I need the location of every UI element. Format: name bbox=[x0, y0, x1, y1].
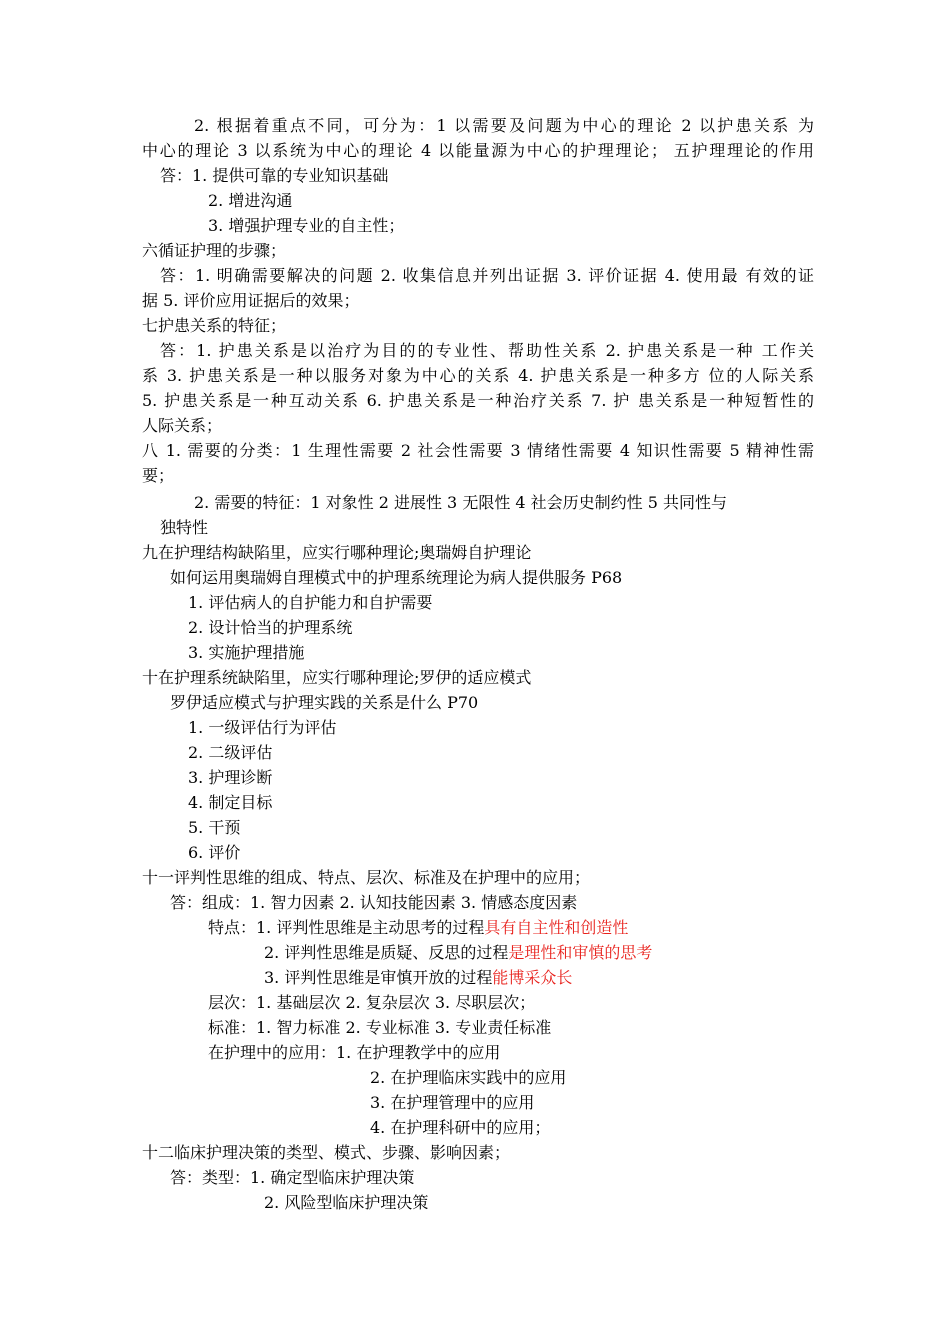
sub-question: 罗伊适应模式与护理实践的关系是什么 P70 bbox=[170, 693, 479, 712]
list-item: 6. 评价 bbox=[188, 843, 241, 862]
list-item: 1. 一级评估行为评估 bbox=[188, 718, 337, 737]
section-heading: 七护患关系的特征； bbox=[142, 316, 287, 335]
text-line: 2. 需要的特征：1 对象性 2 进展性 3 无限性 4 社会历史制约性 5 共同性与 bbox=[194, 493, 728, 512]
section-heading: 八 1. 需要的分类：1 生理性需要 2 社会性需要 3 情绪性需要 4 知识性需要 5 精神性需 bbox=[142, 441, 814, 460]
text-line: 2. 根据着重点不同，可分为：1 以需要及问题为中心的理论 2 以护患关系 为 bbox=[194, 116, 814, 135]
text-line: 答：组成：1. 智力因素 2. 认知技能因素 3. 情感态度因素 bbox=[170, 893, 578, 912]
list-item: 2. 设计恰当的护理系统 bbox=[188, 618, 353, 637]
sub-question: 如何运用奥瑞姆自理模式中的护理系统理论为病人提供服务 P68 bbox=[170, 568, 623, 587]
text-line: 据 5. 评价应用证据后的效果； bbox=[142, 291, 360, 310]
text-line: 在护理中的应用：1. 在护理教学中的应用 bbox=[208, 1043, 501, 1062]
list-item: 4. 制定目标 bbox=[188, 793, 273, 812]
text-line: 答：类型：1. 确定型临床护理决策 bbox=[170, 1168, 415, 1187]
feature-line bbox=[208, 918, 628, 938]
text-line: 中心的理论 3 以系统为中心的理论 4 以能量源为中心的护理理论； 五护理理论的作用 bbox=[142, 141, 814, 160]
list-item: 3. 增强护理专业的自主性； bbox=[208, 216, 405, 235]
list-item: 3. 护理诊断 bbox=[188, 768, 273, 787]
list-item: 2. 二级评估 bbox=[188, 743, 273, 762]
text-line: 答：1. 提供可靠的专业知识基础 bbox=[160, 166, 389, 185]
text-line: 答：1. 护患关系是以治疗为目的的专业性、帮助性关系 2. 护患关系是一种 工作关 bbox=[160, 341, 814, 360]
highlight-text: 是理性和审慎的思考 bbox=[508, 943, 653, 962]
feature-text: 3. 评判性思维是审慎开放的过程 bbox=[264, 968, 493, 987]
section-heading: 十二临床护理决策的类型、模式、步骤、影响因素； bbox=[142, 1143, 511, 1162]
text-line: 要； bbox=[142, 466, 175, 485]
section-heading: 十一评判性思维的组成、特点、层次、标准及在护理中的应用； bbox=[142, 868, 591, 887]
list-item: 3. 实施护理措施 bbox=[188, 643, 305, 662]
text-line: 独特性 bbox=[160, 518, 209, 537]
feature-line bbox=[264, 943, 652, 963]
text-line: 系 3. 护患关系是一种以服务对象为中心的关系 4. 护患关系是一种多方 位的人际关系 bbox=[142, 366, 814, 385]
text-line: 5. 护患关系是一种互动关系 6. 护患关系是一种治疗关系 7. 护 患关系是一种短暂性的 bbox=[142, 391, 814, 410]
feature-text: 特点：1. 评判性思维是主动思考的过程 bbox=[208, 918, 485, 937]
text-line: 标准：1. 智力标准 2. 专业标准 3. 专业责任标准 bbox=[208, 1018, 552, 1037]
list-item: 5. 干预 bbox=[188, 818, 241, 837]
feature-line bbox=[264, 968, 572, 988]
list-item: 2. 增进沟通 bbox=[208, 191, 293, 210]
text-line: 答：1. 明确需要解决的问题 2. 收集信息并列出证据 3. 评价证据 4. 使用最 有效的证 bbox=[160, 266, 814, 285]
text-line: 层次：1. 基础层次 2. 复杂层次 3. 尽职层次； bbox=[208, 993, 536, 1012]
list-item: 2. 风险型临床护理决策 bbox=[264, 1193, 429, 1212]
list-item: 3. 在护理管理中的应用 bbox=[370, 1093, 535, 1112]
list-item: 2. 在护理临床实践中的应用 bbox=[370, 1068, 567, 1087]
feature-text: 2. 评判性思维是质疑、反思的过程 bbox=[264, 943, 509, 962]
list-item: 1. 评估病人的自护能力和自护需要 bbox=[188, 593, 433, 612]
list-item: 4. 在护理科研中的应用； bbox=[370, 1118, 551, 1137]
section-heading: 六循证护理的步骤； bbox=[142, 241, 287, 260]
highlight-text: 具有自主性和创造性 bbox=[484, 918, 629, 937]
section-heading: 十在护理系统缺陷里，应实行哪种理论;罗伊的适应模式 bbox=[142, 668, 532, 687]
highlight-text: 能博采众长 bbox=[492, 968, 573, 987]
section-heading: 九在护理结构缺陷里，应实行哪种理论;奥瑞姆自护理论 bbox=[142, 543, 532, 562]
text-line: 人际关系； bbox=[142, 416, 223, 435]
